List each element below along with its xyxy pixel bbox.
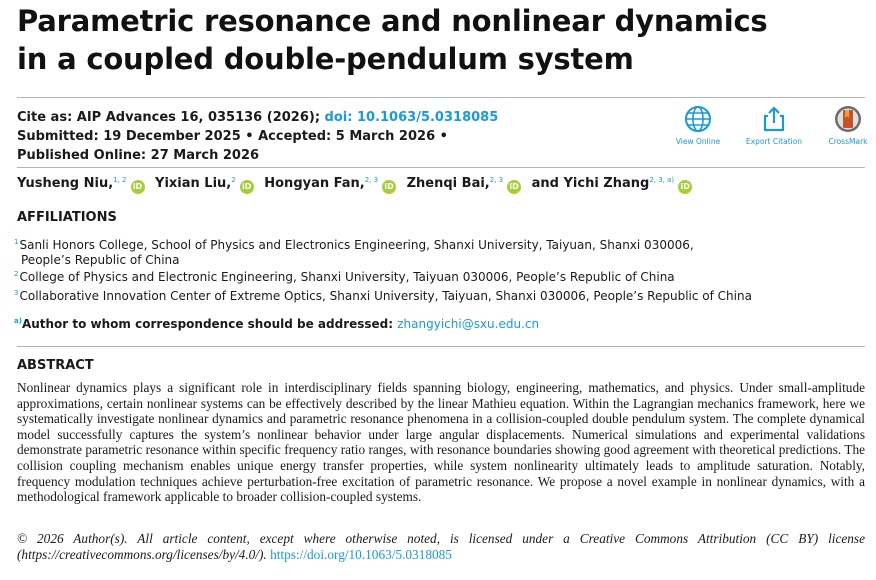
divider-abstract	[17, 346, 865, 347]
author-name[interactable]: Hongyan Fan,	[264, 176, 365, 191]
article-title	[17, 2, 857, 78]
author-name[interactable]: Yusheng Niu,	[17, 176, 114, 191]
author-affiliation-ref: 2, 3	[489, 176, 504, 184]
author-name[interactable]: Zhenqi Bai,	[406, 176, 490, 191]
abstract-heading: ABSTRACT	[17, 358, 94, 373]
citation-block	[17, 108, 617, 165]
orcid-icon[interactable]: iD	[507, 180, 521, 194]
title-line-1: Parametric resonance and nonlinear dynamics	[17, 4, 768, 38]
divider-authors	[17, 167, 865, 168]
submitted-line: Submitted: 19 December 2025 • Accepted: 5 March 2026 •	[17, 129, 448, 144]
abstract-text: Nonlinear dynamics plays a significant role in interdisciplinary fields spanning biology, engineering, mathematics, and physics. Under small-amplitude approximations, certain nonlinear systems can be effectively described by the linear Mathieu equation. Within the Lagrangian mechanics framework, here we systematically investigate nonlinear dynamics and parametric resonance phenomena in a collision-coupled double pendulum system. The complete dynamical model successfully captures the system’s nonlinear behavior under large angular displacements. Numerical simulations and experimental validations demonstrate parametric resonance within specific frequency ratio ranges, with resonance boundaries showing good agreement with theoretical predictions. The collision coupling mechanism enables unique energy transfer properties, while system nonlinearity ultimately leads to amplitude saturation. Notably, frequency modulation techniques achieve perturbation-free excitation of parametric resonance. We propose a novel example in nonlinear dynamics, with a methodological framework applicable to broader collision-coupled systems.	[17, 380, 865, 505]
doi-url-link[interactable]: https://doi.org/10.1063/5.0318085	[270, 546, 452, 562]
published-line: Published Online: 27 March 2026	[17, 148, 260, 163]
author-affiliation-ref: 1, 2	[113, 176, 127, 184]
title-line-2: in a coupled double-pendulum system	[17, 42, 634, 76]
email-link[interactable]: zhangyichi@sxu.edu.cn	[397, 317, 540, 331]
citation-line	[17, 108, 617, 127]
license-note: © 2026 Author(s). All article content, except where otherwise noted, is licensed under a Creative Commons Attribution (CC BY) license (https://creativecommons.org/licenses/by/4.0/). https://doi.org/10.1063/5.0318085	[17, 531, 865, 562]
orcid-icon[interactable]: iD	[240, 180, 254, 194]
doi-link[interactable]: doi: 10.1063/5.0318085	[324, 110, 499, 125]
export-icon	[759, 104, 789, 134]
correspondence-note: $^{a)}$Author to whom correspondence should be addressed: zhangyichi@sxu.edu.cn	[14, 317, 540, 331]
author-affiliation-ref: 2	[231, 176, 236, 184]
orcid-icon[interactable]: iD	[131, 180, 145, 194]
affiliation-item: $^2$College of Physics and Electronic Engineering, Shanxi University, Taiyuan 030006, People’s Republic of China	[14, 270, 675, 284]
cite-prefix: Cite as: AIP Advances 16, 035136 (2026);	[17, 110, 321, 125]
orcid-icon[interactable]: iD	[382, 180, 396, 194]
affiliations-heading: AFFILIATIONS	[17, 210, 117, 225]
author-list	[17, 176, 865, 194]
author-affiliation-ref: 2, 3, a)	[649, 176, 675, 184]
author-affiliation-ref: 2, 3	[364, 176, 379, 184]
export-citation-button[interactable]: Export Citation	[742, 104, 806, 146]
crossmark-button[interactable]: CrossMark	[816, 104, 876, 146]
crossmark-icon	[833, 104, 863, 134]
divider-top	[17, 97, 865, 98]
affiliation-item: $^3$Collaborative Innovation Center of Extreme Optics, Shanxi University, Taiyuan, Shanxi 030006, People’s Republic of China	[14, 289, 752, 303]
author-name[interactable]: Yixian Liu,	[155, 176, 232, 191]
author-name[interactable]: and Yichi Zhang	[531, 176, 650, 191]
orcid-icon[interactable]: iD	[678, 180, 692, 194]
view-online-button[interactable]: View Online	[666, 104, 730, 146]
globe-icon	[683, 104, 713, 134]
affiliation-item: $^1$Sanli Honors College, School of Physics and Electronics Engineering, Shanxi University, Taiyuan, Shanxi 030006, People’s Republic of China	[14, 238, 694, 267]
action-icons	[666, 104, 876, 150]
